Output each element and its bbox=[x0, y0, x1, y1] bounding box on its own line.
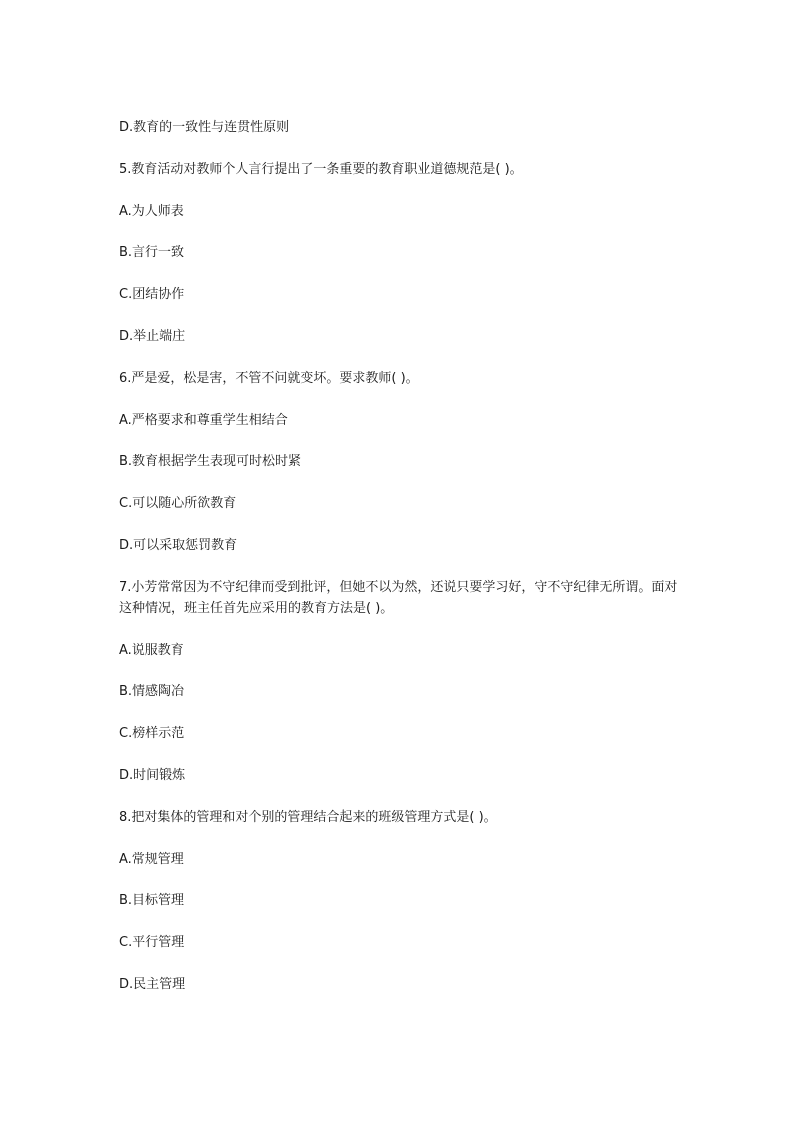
option-a-q8: A.常规管理 bbox=[119, 851, 184, 867]
option-c-q5: C.团结协作 bbox=[119, 287, 185, 303]
option-a-q7: A.说服教育 bbox=[119, 642, 184, 658]
option-d-q4: D.教育的一致性与连贯性原则 bbox=[119, 120, 290, 135]
option-b-q8: B.目标管理 bbox=[119, 893, 185, 909]
option-b-q7: B.情感陶冶 bbox=[119, 684, 185, 700]
question-7: 7.小芳常常因为不守纪律而受到批评，但她不以为然，还说只要学习好，守不守纪律无所谓。面对这种情况，班主任首先应采用的教育方法是( )。 bbox=[119, 579, 678, 616]
question-5: 5.教育活动对教师个人言行提出了一条重要的教育职业道德规范是( )。 bbox=[119, 161, 523, 177]
document-body bbox=[119, 117, 679, 1016]
option-d-q5: D.举止端庄 bbox=[119, 328, 186, 344]
option-b-q6: B.教育根据学生表现可时松时紧 bbox=[119, 454, 302, 470]
option-c-q7: C.榜样示范 bbox=[119, 726, 185, 742]
question-8: 8.把对集体的管理和对个别的管理结合起来的班级管理方式是( )。 bbox=[119, 809, 497, 825]
option-d-q7: D.时间锻炼 bbox=[119, 767, 186, 783]
option-d-q8: D.民主管理 bbox=[119, 976, 186, 992]
option-a-q6: A.严格要求和尊重学生相结合 bbox=[119, 412, 288, 428]
option-c-q8: C.平行管理 bbox=[119, 935, 185, 951]
question-6: 6.严是爱，松是害，不管不问就变坏。要求教师( )。 bbox=[119, 370, 419, 386]
option-b-q5: B.言行一致 bbox=[119, 245, 185, 261]
option-c-q6: C.可以随心所欲教育 bbox=[119, 496, 237, 512]
option-d-q6: D.可以采取惩罚教育 bbox=[119, 537, 238, 553]
option-a-q5: A.为人师表 bbox=[119, 203, 184, 219]
